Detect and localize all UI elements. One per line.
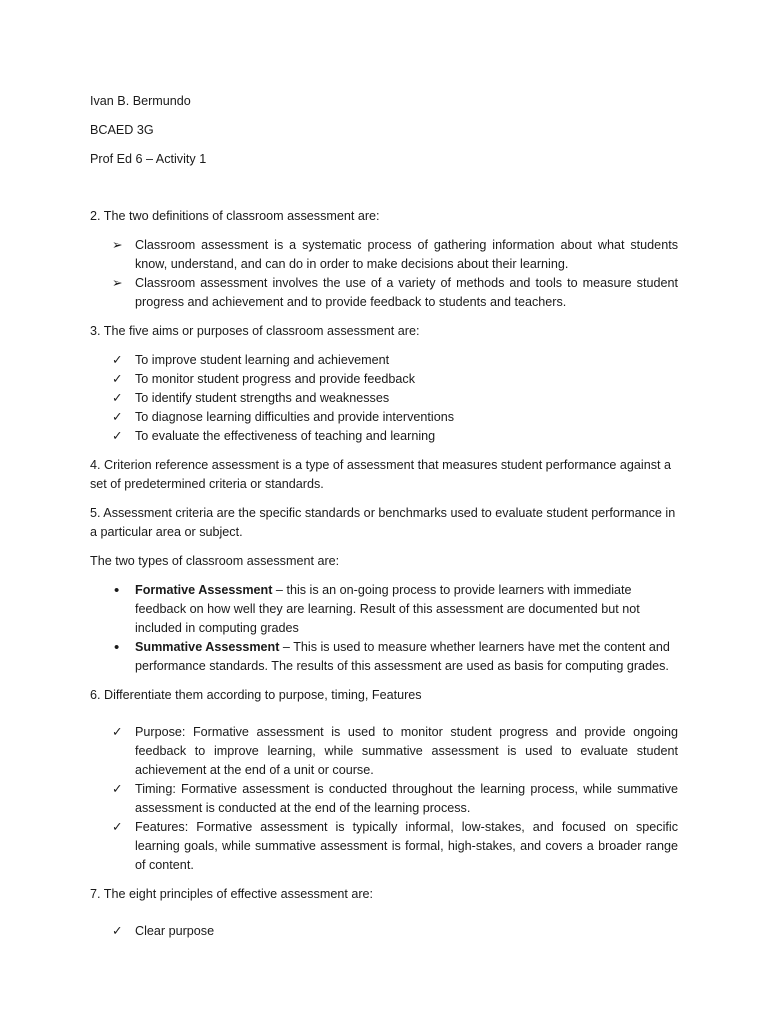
list-item xyxy=(90,408,678,427)
term-summative: Summative Assessment xyxy=(135,640,280,654)
check-icon: ✓ xyxy=(112,410,123,424)
list-item-text: To improve student learning and achievement xyxy=(135,353,390,367)
list-item-text: Classroom assessment is a systematic process of gathering information about what students know, understand, and can do in order to make decisions about their learning. xyxy=(135,238,678,271)
list-item xyxy=(90,638,678,676)
list-item xyxy=(90,581,678,638)
activity-title: Prof Ed 6 – Activity 1 xyxy=(90,152,207,166)
list-item-text: Timing: Formative assessment is conducted throughout the learning process, while summative assessment is conducted at the end of the learning process. xyxy=(135,782,678,815)
term-formative: Formative Assessment xyxy=(135,583,273,597)
document-body xyxy=(90,92,678,951)
q3-list xyxy=(90,351,678,446)
check-icon: ✓ xyxy=(112,429,123,443)
check-icon: ✓ xyxy=(112,782,123,796)
arrow-bullet-icon: ➢ xyxy=(112,276,123,290)
q6-intro: 6. Differentiate them according to purpose, timing, Features xyxy=(90,688,422,702)
q3-intro: 3. The five aims or purposes of classroom assessment are: xyxy=(90,324,420,338)
term-description: – this is an on-going process to provide learners with immediate feedback on how well they are learning. Result of this assessment are documented but not included in computing grades xyxy=(135,583,640,635)
list-item xyxy=(90,389,678,408)
q4-text: 4. Criterion reference assessment is a type of assessment that measures student performance against a set of predetermined criteria or standards. xyxy=(90,458,671,491)
list-item-text: Features: Formative assessment is typically informal, low-stakes, and focused on specific learning goals, while summative assessment is formal, high-stakes, and covers a broader range of content. xyxy=(135,820,678,872)
list-item xyxy=(90,427,678,446)
list-item-text xyxy=(135,583,640,635)
check-icon: ✓ xyxy=(112,924,123,938)
list-item xyxy=(90,274,678,312)
list-item xyxy=(90,370,678,389)
q7-list xyxy=(90,922,678,941)
list-item xyxy=(90,351,678,370)
dot-bullet-icon: • xyxy=(114,582,120,599)
term-description: – This is used to measure whether learners have met the content and performance standards. The results of this assessment are used as basis for computing grades. xyxy=(135,640,670,673)
list-item xyxy=(90,236,678,274)
check-icon: ✓ xyxy=(112,372,123,386)
list-item-text: Clear purpose xyxy=(135,924,215,938)
list-item-text: Purpose: Formative assessment is used to monitor student progress and provide ongoing feedback to improve learning, while summative assessment is used to evaluate student achievement at the end of a unit or course. xyxy=(135,725,678,777)
list-item-text: To monitor student progress and provide feedback xyxy=(135,372,416,386)
list-item-text: To identify student strengths and weaknesses xyxy=(135,391,390,405)
q6-list xyxy=(90,723,678,875)
list-item-text: Classroom assessment involves the use of a variety of methods and tools to measure student progress and achievement and to provide feedback to students and teachers. xyxy=(135,276,678,309)
list-item-text: To diagnose learning difficulties and provide interventions xyxy=(135,410,455,424)
check-icon: ✓ xyxy=(112,820,123,834)
list-item-text: To evaluate the effectiveness of teaching and learning xyxy=(135,429,436,443)
q2-intro: 2. The two definitions of classroom assessment are: xyxy=(90,209,380,223)
student-section: BCAED 3G xyxy=(90,123,154,137)
list-item xyxy=(90,818,678,875)
student-name: Ivan B. Bermundo xyxy=(90,94,191,108)
q2-list xyxy=(90,236,678,312)
assessment-types-list xyxy=(90,581,678,676)
list-item xyxy=(90,922,678,941)
q5-text: 5. Assessment criteria are the specific standards or benchmarks used to evaluate student performance in a particular area or subject. xyxy=(90,506,676,539)
q7-intro: 7. The eight principles of effective assessment are: xyxy=(90,887,374,901)
list-item xyxy=(90,780,678,818)
check-icon: ✓ xyxy=(112,353,123,367)
arrow-bullet-icon: ➢ xyxy=(112,238,123,252)
dot-bullet-icon: • xyxy=(114,639,120,656)
check-icon: ✓ xyxy=(112,725,123,739)
check-icon: ✓ xyxy=(112,391,123,405)
list-item xyxy=(90,723,678,780)
q5-types-intro: The two types of classroom assessment are: xyxy=(90,554,340,568)
list-item-text xyxy=(135,640,670,673)
